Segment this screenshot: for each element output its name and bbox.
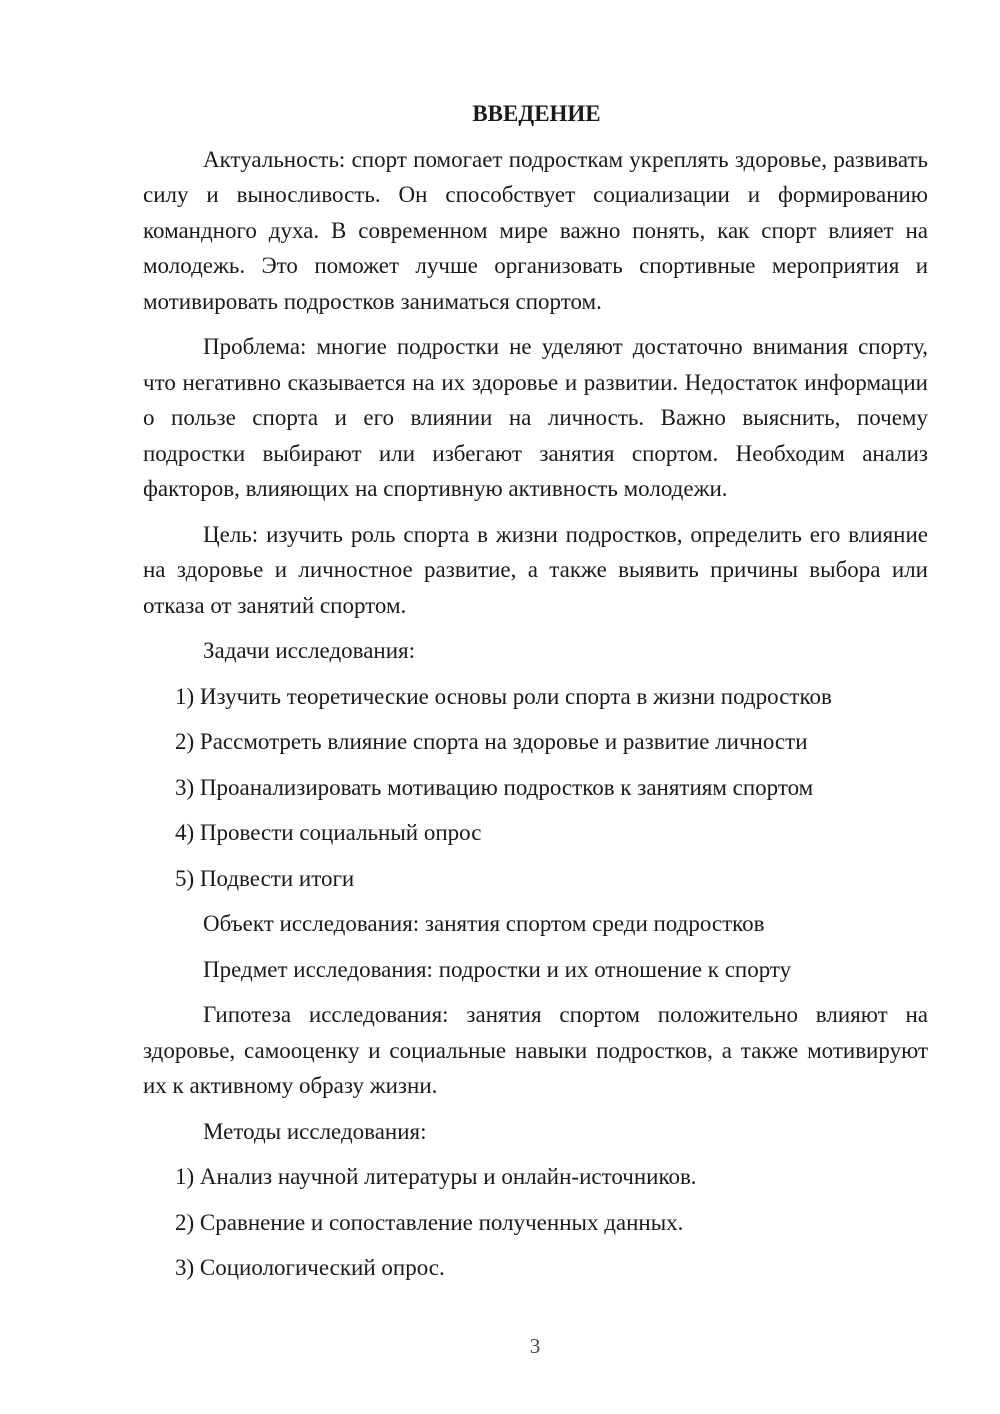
goal-paragraph: Цель: изучить роль спорта в жизни подростков, определить его влияние на здоровье и личностное развитие, а также выявить причины выбора или отказа от занятий спортом. (143, 521, 928, 618)
page-content (143, 96, 928, 1296)
methods-heading: Методы исследования: (203, 1118, 427, 1144)
object-line: Объект исследования: занятия спортом среди подростков (203, 911, 765, 936)
method-item-1: 1) Анализ научной литературы и онлайн-источников. (175, 1164, 697, 1189)
task-item-3: 3) Проанализировать мотивацию подростков к занятиям спортом (175, 774, 814, 800)
page-number: 3 (529, 1334, 541, 1358)
method-item-3: 3) Социологический опрос. (175, 1255, 445, 1280)
task-item-2: 2) Рассмотреть влияние спорта на здоровье и развитие личности (175, 729, 808, 754)
task-item-1: 1) Изучить теоретические основы роли спорта в жизни подростков (175, 683, 832, 709)
section-title: ВВЕДЕНИЕ (472, 101, 601, 126)
problem-paragraph: Проблема: многие подростки не уделяют достаточно внимания спорту, что негативно сказывается на их здоровье и развитии. Недостаток информации о пользе спорта и его влиянии на личность. Важно выяснить, почему подростки выбирают или избегают занятия спортом. Необходим анализ факторов, влияющих на спортивную активность молодежи. (143, 334, 928, 501)
relevance-paragraph: Актуальность: спорт помогает подросткам укреплять здоровье, развивать силу и выносливость. Он способствует социализации и формированию командного духа. В современном мире важно понять, как спорт влияет на молодежь. Это поможет лучше организовать спортивные мероприятия и мотивировать подростков заниматься спортом. (143, 146, 928, 314)
tasks-heading: Задачи исследования: (203, 638, 416, 663)
subject-line: Предмет исследования: подростки и их отношение к спорту (203, 956, 792, 982)
hypothesis-paragraph: Гипотеза исследования: занятия спортом положительно влияют на здоровье, самооценку и социальные навыки подростков, а также мотивируют их к активному образу жизни. (143, 1002, 928, 1098)
task-item-5: 5) Подвести итоги (175, 865, 355, 891)
task-item-4: 4) Провести социальный опрос (175, 820, 482, 845)
method-item-2: 2) Сравнение и сопоставление полученных данных. (175, 1209, 684, 1235)
